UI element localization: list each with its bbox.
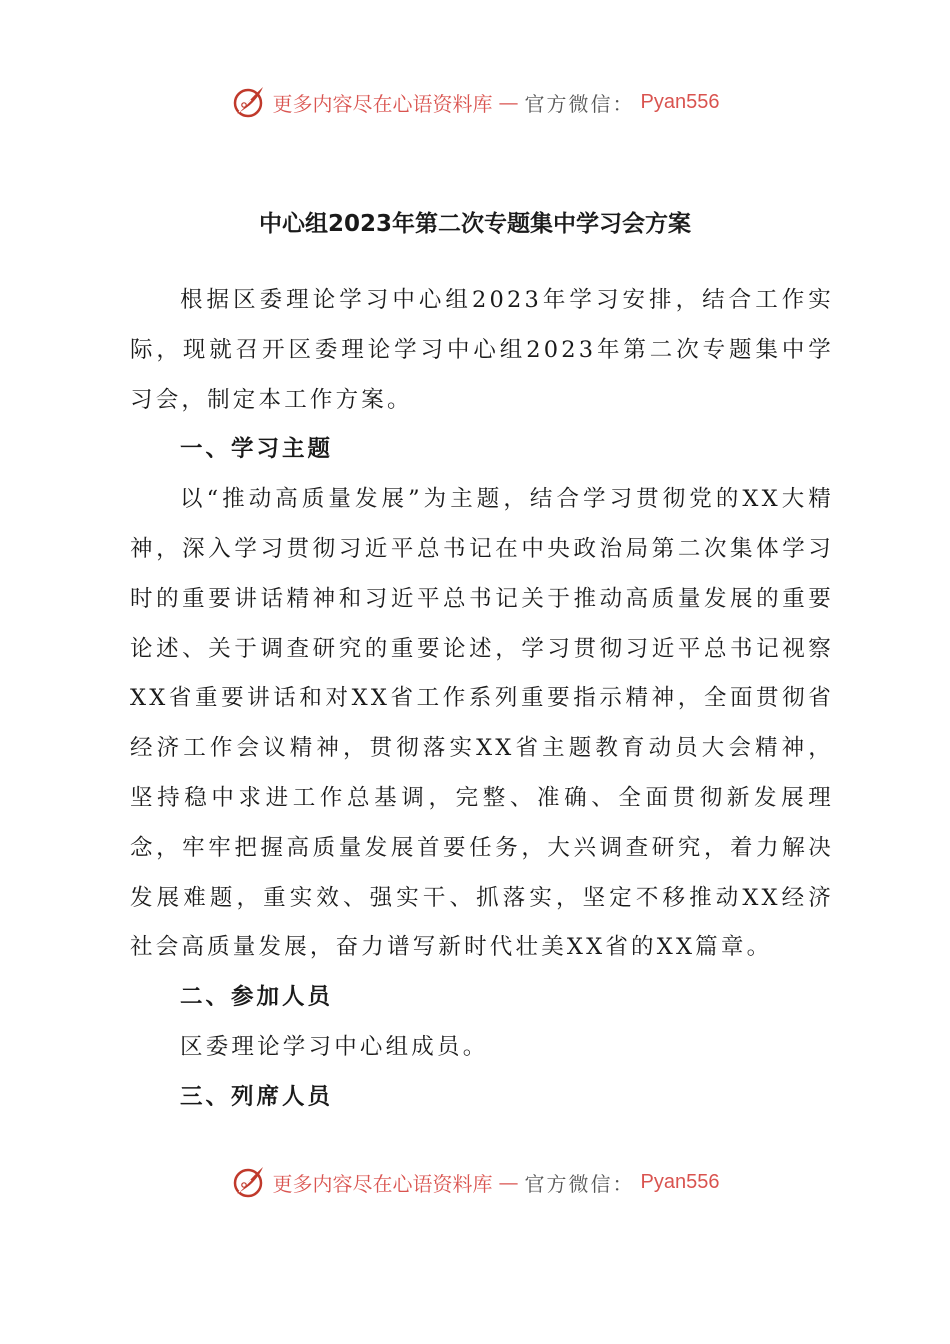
section-heading-theme: 一、学习主题 <box>180 436 334 463</box>
section-heading-participants: 二、参加人员 <box>180 984 334 1011</box>
intro-paragraph: 根据区委理论学习中心组2023年学习安排，结合工作实际，现就召开区委理论学习中心组2023年第二次专题集中学习会，制定本工作方案。 <box>130 287 834 413</box>
banner-site-name: 更多内容尽在心语资料库 <box>272 1171 493 1196</box>
document-title: 中心组2023年第二次专题集中学习会方案 <box>258 211 691 237</box>
banner-site-name: 更多内容尽在心语资料库 <box>272 91 493 116</box>
banner-wechat-label: 官方微信： <box>524 1171 635 1196</box>
banner-wechat-id: Pyan556 <box>640 1170 720 1193</box>
section-heading-attendees: 三、列席人员 <box>180 1083 334 1110</box>
quill-pen-logo-icon <box>231 84 267 120</box>
section-body-participants: 区委理论学习中心组成员。 <box>180 1033 489 1060</box>
banner-dash: — <box>498 90 519 114</box>
banner-wechat-label: 官方微信： <box>524 91 635 116</box>
quill-pen-logo-icon <box>231 1164 267 1200</box>
banner-dash: — <box>498 1170 519 1194</box>
header-watermark-banner <box>0 80 950 124</box>
footer-watermark-banner <box>0 1160 950 1204</box>
section-body-theme: 以“推动高质量发展”为主题，结合学习贯彻党的XX大精神，深入学习贯彻习近平总书记在中央政治局第二次集体学习时的重要讲话精神和习近平总书记关于推动高质量发展的重要论述、关于调查研究的重要论述，学习贯彻习近平总书记视察XX省重要讲话和对XX省工作系列重要指示精神，全面贯彻省经济工作会议精神，贯彻落实XX省主题教育动员大会精神，坚持稳中求进工作总基调，完整、准确、全面贯彻新发展理念，牢牢把握高质量发展首要任务，大兴调查研究，着力解决发展难题，重实效、强实干、抓落实，坚定不移推动XX经济社会高质量发展，奋力谱写新时代壮美XX省的XX篇章。 <box>130 486 834 961</box>
document-body <box>130 276 834 1123</box>
banner-wechat-id: Pyan556 <box>640 90 720 113</box>
